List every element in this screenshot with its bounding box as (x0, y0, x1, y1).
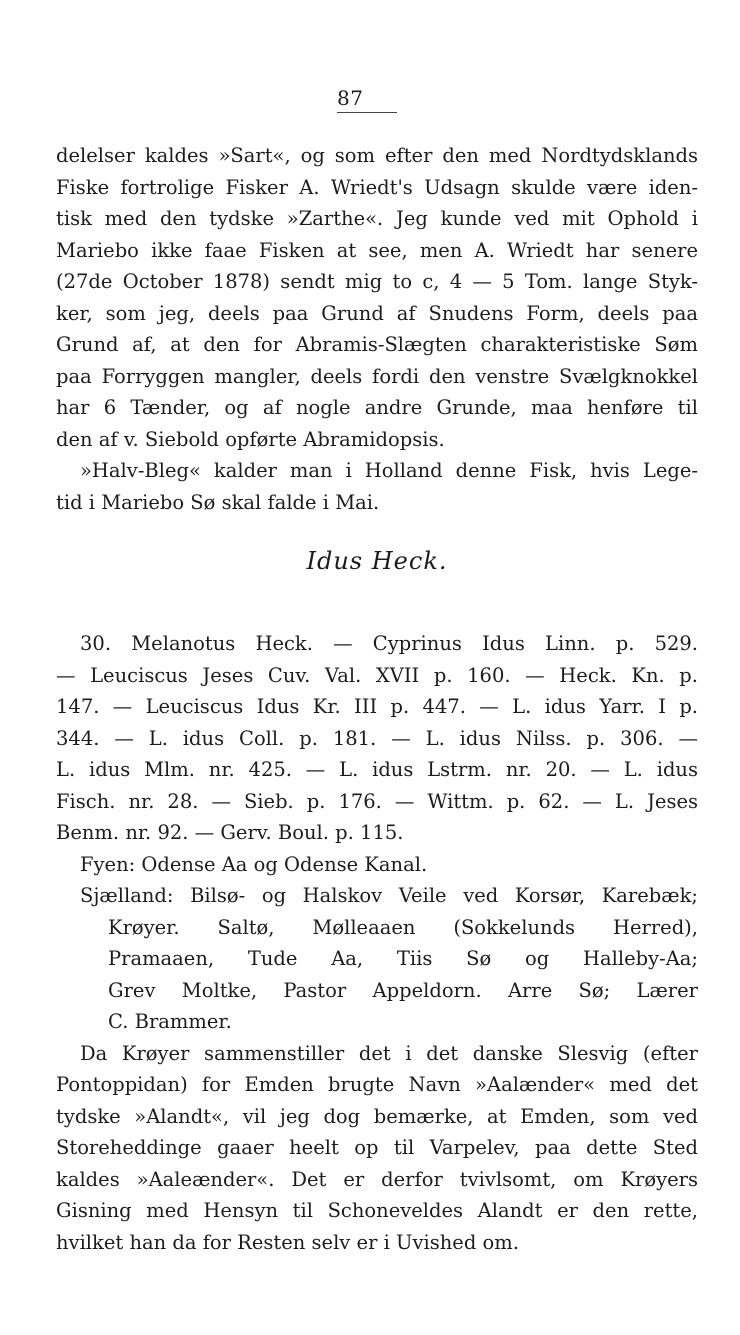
text-line: 30. Melanotus Heck. — Cyprinus Idus Linn. p. 529. (80, 632, 698, 655)
text-line: hvilket han da for Resten selv er i Uvished om. (56, 1230, 519, 1254)
text-line: Storeheddinge gaaer heelt op til Varpelev, paa dette Sted (56, 1136, 698, 1159)
text-line: — Leuciscus Jeses Cuv. Val. XVII p. 160. — Heck. Kn. p. (56, 663, 698, 687)
text-line: (27de October 1878) sendt mig to c, 4 — 5 Tom. lange Styk- (56, 270, 698, 293)
text-line: »Halv-Bleg« kalder man i Holland denne Fisk, hvis Lege- (80, 459, 698, 482)
paragraph-sart (56, 140, 698, 518)
synonymy-block (56, 628, 698, 1258)
text-line: tydske »Alandt«, vil jeg dog bemærke, at Emden, som ved (56, 1104, 698, 1128)
locality-fyen: Fyen: Odense Aa og Odense Kanal. (80, 852, 428, 876)
text-line: paa Forryggen mangler, deels fordi den venstre Svælgknokkel (56, 364, 698, 388)
text-line: kaldes »Aaleænder«. Det er derfor tvivlsomt, om Krøyers (56, 1167, 698, 1191)
text-line: har 6 Tænder, og af nogle andre Grunde, maa henføre til (56, 396, 698, 419)
text-line: L. idus Mlm. nr. 425. — L. idus Lstrm. nr. 20. — L. idus (56, 758, 698, 781)
text-line: den af v. Siebold opførte Abramidopsis. (56, 427, 445, 451)
text-line: C. Brammer. (108, 1010, 232, 1033)
text-line: tisk med den tydske »Zarthe«. Jeg kunde ved mit Ophold i (56, 207, 698, 230)
text-line: delelser kaldes »Sart«, og som efter den med Nordtydsklands (56, 144, 698, 167)
text-line: ker, som jeg, deels paa Grund af Snudens Form, deels paa (56, 301, 698, 325)
text-line: Mariebo ikke faae Fisken at see, men A. Wriedt har senere (56, 238, 698, 262)
text-line: Pramaaen, Tude Aa, Tiis Sø og Halleby-Aa; (108, 947, 698, 970)
text-line: Benm. nr. 92. — Gerv. Boul. p. 115. (56, 821, 404, 844)
text-line: Grev Moltke, Pastor Appeldorn. Arre Sø; Lærer (108, 978, 698, 1002)
locality-sjaelland: Sjælland: Bilsø- og Halskov Veile ved Korsør, Karebæk; (80, 884, 698, 907)
text-line: 147. — Leuciscus Idus Kr. III p. 447. — L. idus Yarr. I p. (56, 695, 698, 718)
page-number: 87 (337, 86, 397, 113)
text-line: Krøyer. Saltø, Mølleaaen (Sokkelunds Herred), (108, 915, 698, 939)
text-line: Da Krøyer sammenstiller det i det danske Slesvig (efter (80, 1041, 698, 1065)
section-heading: Idus Heck. (306, 547, 448, 575)
text-line: Fisch. nr. 28. — Sieb. p. 176. — Wittm. p. 62. — L. Jeses (56, 789, 698, 813)
text-line: 344. — L. idus Coll. p. 181. — L. idus Nilss. p. 306. — (56, 726, 698, 750)
text-line: Pontoppidan) for Emden brugte Navn »Aalænder« med det (56, 1073, 698, 1096)
text-line: tid i Mariebo Sø skal falde i Mai. (56, 490, 380, 514)
text-line: Gisning med Hensyn til Schoneveldes Alandt er den rette, (56, 1199, 698, 1222)
text-line: Fiske fortrolige Fisker A. Wriedt's Udsagn skulde være iden- (56, 175, 698, 199)
text-line: Grund af, at den for Abramis-Slægten charakteristiske Søm (56, 333, 698, 356)
